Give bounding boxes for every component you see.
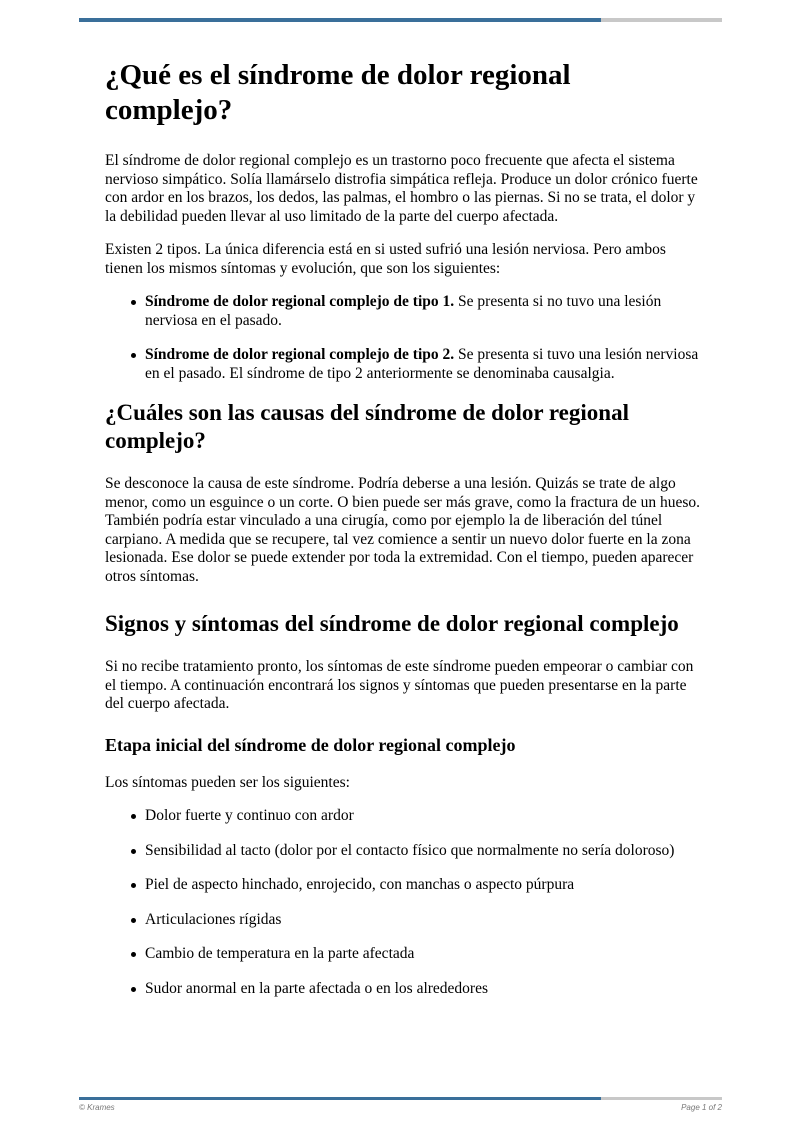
list-item bbox=[105, 346, 705, 383]
header-rule-accent bbox=[79, 18, 601, 22]
page-title: ¿Qué es el síndrome de dolor regional complejo? bbox=[105, 59, 571, 126]
symptom-text: Piel de aspecto hinchado, enrojecido, con manchas o aspecto púrpura bbox=[145, 876, 575, 893]
types-list bbox=[105, 293, 705, 383]
footer-rule bbox=[79, 1097, 722, 1100]
list-item bbox=[105, 980, 705, 999]
intro-paragraph-1: El síndrome de dolor regional complejo es un trastorno poco frecuente que afecta el sistema nervioso simpático. Solía llamárselo distrofia simpática refleja. Produce un dolor crónico fuerte con ardor en los brazos, los dedos, las palmas, el hombro o las piernas. Si no se trata, el dolor y la debilidad pueden llevar al uso limitado de la parte del cuerpo afectada. bbox=[105, 152, 698, 225]
signs-heading: Signos y síntomas del síndrome de dolor regional complejo bbox=[105, 611, 679, 636]
footer-page-number: Page 1 of 2 bbox=[681, 1103, 722, 1112]
type-name: Síndrome de dolor regional complejo de tipo 2. bbox=[145, 346, 455, 363]
causes-heading: ¿Cuáles son las causas del síndrome de dolor regional complejo? bbox=[105, 400, 629, 453]
initial-stage-lead: Los síntomas pueden ser los siguientes: bbox=[105, 773, 350, 791]
intro-paragraph-2: Existen 2 tipos. La única diferencia está en si usted sufrió una lesión nerviosa. Pero ambos tienen los mismos síntomas y evolución, que son los siguientes: bbox=[105, 241, 666, 277]
list-item bbox=[105, 807, 705, 826]
bullet-icon bbox=[131, 814, 136, 819]
type-name: Síndrome de dolor regional complejo de tipo 1. bbox=[145, 293, 455, 310]
bullet-icon bbox=[131, 353, 136, 358]
symptom-text: Cambio de temperatura en la parte afectada bbox=[145, 945, 415, 962]
list-item bbox=[105, 876, 705, 895]
symptom-text: Sudor anormal en la parte afectada o en los alrededores bbox=[145, 979, 488, 997]
symptom-text: Articulaciones rígidas bbox=[145, 910, 282, 928]
symptoms-list bbox=[105, 807, 705, 998]
footer-copyright: © Krames bbox=[79, 1103, 115, 1112]
list-item bbox=[105, 945, 705, 964]
symptom-text: Sensibilidad al tacto (dolor por el contacto físico que normalmente no sería doloroso) bbox=[145, 841, 675, 859]
bullet-icon bbox=[131, 952, 136, 957]
bullet-icon bbox=[131, 918, 136, 923]
symptom-text: Dolor fuerte y continuo con ardor bbox=[145, 807, 354, 824]
document-body bbox=[105, 58, 705, 1014]
list-item bbox=[105, 842, 705, 861]
list-item bbox=[105, 293, 705, 330]
type-description: Se presenta si tuvo una lesión nerviosa en el pasado. El síndrome de tipo 2 anteriormente se denominaba causalgia. bbox=[145, 346, 699, 382]
initial-stage-heading: Etapa inicial del síndrome de dolor regional complejo bbox=[105, 734, 516, 755]
list-item bbox=[105, 911, 705, 930]
causes-paragraph: Se desconoce la causa de este síndrome. Podría deberse a una lesión. Quizás se trate de algo menor, como un esguince o un corte. O bien puede ser más grave, como la fractura de un hueso. También podría estar vinculado a una cirugía, como por ejemplo la de liberación del túnel carpiano. A medida que se recupere, tal vez comience a sentir un nuevo dolor fuerte en la zona lesionada. Ese dolor se puede extender por toda la extremidad. Con el tiempo, pueden aparecer otros síntomas. bbox=[105, 475, 701, 585]
header-rule bbox=[79, 18, 722, 22]
signs-paragraph: Si no recibe tratamiento pronto, los síntomas de este síndrome pueden empeorar o cambiar con el tiempo. A continuación encontrará los signos y síntomas que pueden presentarse en la parte del cuerpo afectada. bbox=[105, 658, 694, 712]
bullet-icon bbox=[131, 300, 136, 305]
bullet-icon bbox=[131, 987, 136, 992]
bullet-icon bbox=[131, 883, 136, 888]
footer-rule-accent bbox=[79, 1097, 601, 1100]
bullet-icon bbox=[131, 849, 136, 854]
type-description: Se presenta si no tuvo una lesión nerviosa en el pasado. bbox=[145, 293, 662, 329]
